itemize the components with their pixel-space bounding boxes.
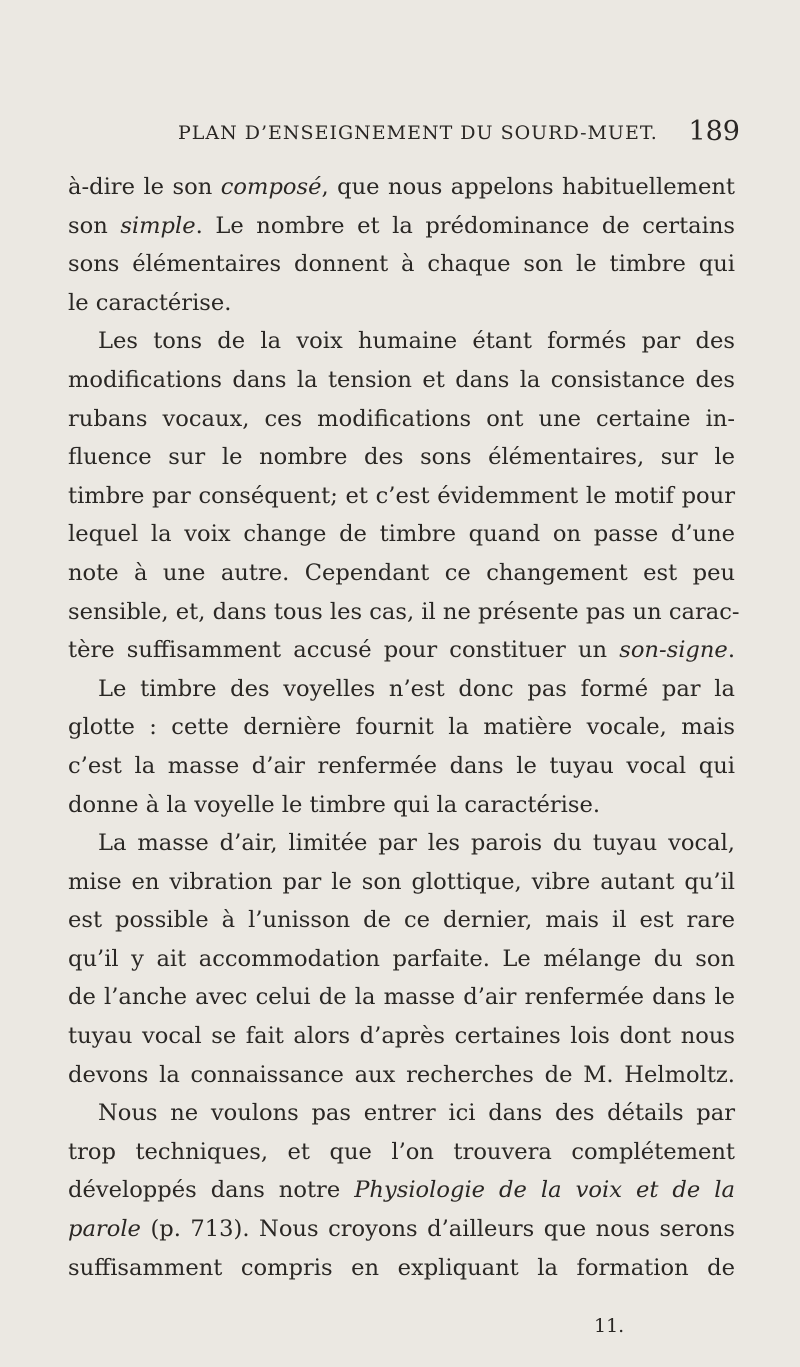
text-line: La masse d’air, limitée par les parois du tuyau vocal, — [98, 830, 735, 857]
text-line: fluence sur le nombre des sons élémentaires, sur le — [68, 444, 735, 471]
text-line: timbre par conséquent; et c’est évidemment le motif pour — [68, 482, 735, 509]
text-line: trop techniques, et que l’on trouvera complétement — [68, 1138, 735, 1165]
signature-mark: 11. — [594, 1315, 625, 1337]
text-line: de l’anche avec celui de la masse d’air renfermée dans le — [68, 984, 735, 1011]
text-line: donne à la voyelle le timbre qui la caractérise. — [68, 791, 601, 818]
text-line: sensible, et, dans tous les cas, il ne présente pas un carac- — [68, 598, 740, 625]
text-line: Le timbre des voyelles n’est donc pas formé par la — [98, 675, 735, 702]
text-line: est possible à l’unisson de ce dernier, mais il est rare — [68, 907, 735, 934]
text-line: sons élémentaires donnent à chaque son le timbre qui — [68, 251, 735, 278]
text-line: le caractérise. — [68, 289, 232, 316]
text-line: tuyau vocal se fait alors d’après certaines lois dont nous — [68, 1023, 735, 1050]
text-line: c’est la masse d’air renfermée dans le tuyau vocal qui — [68, 752, 735, 779]
text-line: qu’il y ait accommodation parfaite. Le mélange du son — [68, 945, 735, 972]
text-line: rubans vocaux, ces modifications ont une certaine in- — [68, 405, 735, 432]
text-line: note à une autre. Cependant ce changement est peu — [68, 559, 735, 586]
text-line: glotte : cette dernière fournit la matière vocale, mais — [68, 714, 735, 741]
text-line: suffisamment compris en expliquant la formation de — [68, 1254, 735, 1281]
text-line: modifications dans la tension et dans la consistance des — [68, 366, 735, 393]
text-line: parole (p. 713). Nous croyons d’ailleurs que nous serons — [68, 1216, 735, 1243]
running-title: PLAN D’ENSEIGNEMENT DU SOURD-MUET. — [178, 122, 658, 144]
text-line: son simple. Le nombre et la prédominance de certains — [68, 212, 735, 239]
text-line: Les tons de la voix humaine étant formés par des — [98, 328, 735, 355]
text-line: tère suffisamment accusé pour constituer un son-signe. — [68, 637, 735, 664]
text-line: mise en vibration par le son glottique, vibre autant qu’il — [68, 868, 735, 895]
page-header — [178, 116, 740, 150]
text-line: Nous ne voulons pas entrer ici dans des détails par — [98, 1100, 735, 1127]
page-number: 189 — [688, 116, 740, 147]
text-line: à-dire le son composé, que nous appelons habituellement — [68, 174, 735, 200]
text-line: devons la connaissance aux recherches de M. Helmoltz. — [68, 1061, 735, 1088]
body-text — [68, 168, 740, 1287]
text-line: lequel la voix change de timbre quand on passe d’une — [68, 521, 735, 548]
text-line: développés dans notre Physiologie de la voix et de la — [68, 1177, 735, 1204]
